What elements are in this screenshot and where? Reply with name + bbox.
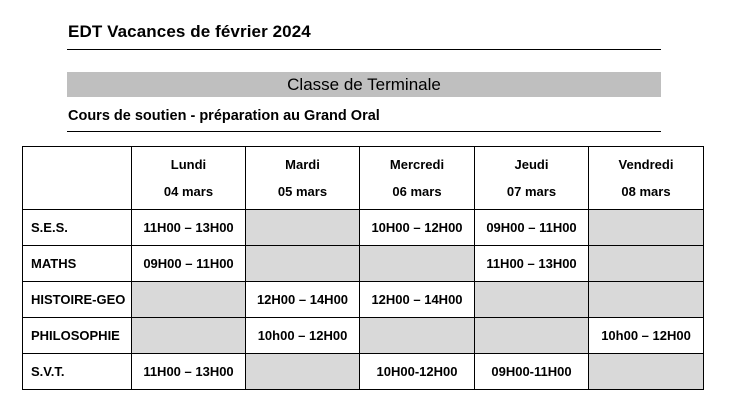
day-header [589,147,704,210]
class-band: Classe de Terminale [67,72,661,97]
slot-cell: 11H00 – 13H00 [475,246,589,282]
slot-cell: 12H00 – 14H00 [360,282,475,318]
empty-slot-cell [589,282,704,318]
slot-cell: 11H00 – 13H00 [132,354,246,390]
subtitle: Cours de soutien - préparation au Grand Oral [68,108,380,124]
empty-slot-cell [589,246,704,282]
document-title: EDT Vacances de février 2024 [68,22,311,41]
day-name: Jeudi [514,157,549,172]
empty-slot-cell [246,246,360,282]
slot-cell: 09H00 – 11H00 [475,210,589,246]
empty-slot-cell [360,318,475,354]
slot-cell: 10h00 – 12H00 [589,318,704,354]
subject-cell: PHILOSOPHIE [23,318,132,354]
empty-slot-cell [246,354,360,390]
subject-cell: HISTOIRE-GEO [23,282,132,318]
empty-slot-cell [360,246,475,282]
slot-cell: 09H00-11H00 [475,354,589,390]
empty-slot-cell [132,282,246,318]
day-name: Mercredi [389,157,445,172]
subtitle-underline [67,131,661,132]
timetable-header-row [23,147,704,210]
day-header [132,147,246,210]
table-row [23,318,704,354]
empty-slot-cell [475,282,589,318]
empty-slot-cell [475,318,589,354]
title-underline [67,49,661,50]
subject-cell: S.V.T. [23,354,132,390]
day-date: 07 mars [506,184,557,199]
timetable [22,146,704,390]
day-header [475,147,589,210]
empty-slot-cell [132,318,246,354]
subject-cell: MATHS [23,246,132,282]
subject-cell: S.E.S. [23,210,132,246]
empty-slot-cell [589,210,704,246]
day-name: Lundi [170,157,207,172]
day-date: 05 mars [277,184,328,199]
day-header [360,147,475,210]
day-date: 06 mars [392,184,442,199]
day-header [246,147,360,210]
slot-cell: 10h00 – 12H00 [246,318,360,354]
slot-cell: 10H00-12H00 [360,354,475,390]
day-date: 04 mars [163,184,214,199]
slot-cell: 12H00 – 14H00 [246,282,360,318]
empty-slot-cell [246,210,360,246]
day-date: 08 mars [621,184,671,199]
table-row [23,354,704,390]
table-row [23,282,704,318]
day-name: Mardi [285,157,320,172]
table-row [23,210,704,246]
table-row [23,246,704,282]
empty-slot-cell [589,354,704,390]
day-name: Vendredi [618,157,674,172]
slot-cell: 10H00 – 12H00 [360,210,475,246]
slot-cell: 11H00 – 13H00 [132,210,246,246]
corner-cell [23,147,132,210]
slot-cell: 09H00 – 11H00 [132,246,246,282]
